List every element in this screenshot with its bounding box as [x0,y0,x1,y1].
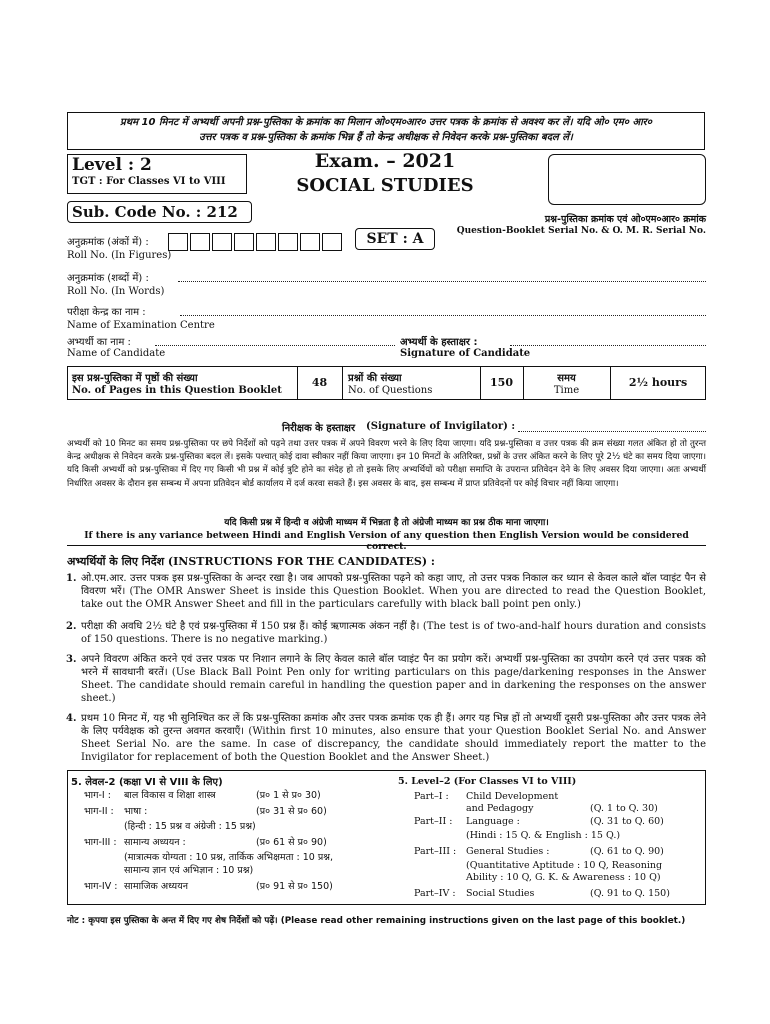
signature-label-en: Signature of Candidate [400,348,531,359]
levels-heading-hi: 5. लेवल-2 (कक्षा VI से VIII के लिए) [71,777,223,788]
pages-label-hi: इस प्रश्न-पुस्तिका में पृष्ठों की संख्या [72,373,198,384]
level-name: (Quantitative Aptitude : 10 Q, Reasoning [466,860,663,871]
centre-line[interactable] [180,315,706,316]
roll-words-label: अनुक्रमांक (शब्दों में) : [67,273,149,284]
candidate-name-label: अभ्यर्थी का नाम : [67,337,131,348]
level-name: (मात्रात्मक योग्यता : 10 प्रश्न, तार्किक अभिक्षमता : 10 प्रश्न, [124,852,333,863]
level-part: Part–III : [414,846,457,857]
roll-digit-box[interactable] [278,233,298,251]
signature-label: अभ्यर्थी के हस्ताक्षर : [400,337,478,348]
level-range: (Q. 31 to Q. 60) [590,816,664,827]
level-part: Part–I : [414,791,449,802]
pages-label-en: No. of Pages in this Question Booklet [72,385,282,396]
top-notice-line1: प्रथम 10 मिनट में अभ्यर्थी अपनी प्रश्न-पुस्तिका के क्रमांक का मिलान ओ०एम०आर० उत्तर पत्रक के क्रमांक से अवश्य कर लें। यदि ओ० एम० आर० [120,117,652,128]
serial-number-box [548,154,706,205]
level-box [67,154,247,194]
level-range: (Q. 61 to Q. 90) [590,846,664,857]
variance-note-english: If there is any variance between Hindi and English Version of any question then English Version would be considered correct. [84,530,689,552]
level-title: Level : 2 [72,155,152,175]
instruction-item [66,572,706,611]
level-part: Part–IV : [414,888,456,899]
level-part: भाग-IV : [84,881,118,892]
level-name: Child Development [466,791,559,802]
roll-digit-box[interactable] [300,233,320,251]
hindi-instructions-paragraph: अभ्यर्थी को 10 मिनट का समय प्रश्न-पुस्तिका पर छपे निर्देशों को पढ़ने तथा उत्तर पत्रक में अपने विवरण भरने के लिए दिया जाएगा। यदि प्रश्न-पुस्तिका व उत्तर पत्रक की क्रम संख्या गलत अंकित हो तो तुरन्त केन्द्र अधीक्षक से निवेदन करके प्रश्न-पुस्तिका बदल लें। इसके पश्चात् कोई दावा स्वीकार नहीं किया जाएगा। इन 10 मिनटों के अतिरिक्त, प्रश्नों के उत्तर अंकित करने के लिए पूरे 2½ घंटे का समय दिया जाएगा। यदि किसी अभ्यर्थी को प्रश्न-पुस्तिका में दिए गए किसी भी प्रश्न में कोई त्रुटि होने का संदेह हो तो इसके लिए अभ्यर्थियों को परीक्षा समाप्ति के उपरान्त प्रतिवेदन देने के लिए अवसर दिया जाएगा। अतः अभ्यर्थी निर्धारित अवसर के दौरान इस सम्बन्ध में अपना प्रतिवेदन बोर्ड कार्यालय में दर्ज करवा सकते हैं। इस अवसर के बाद, इस सम्बन्ध में प्राप्त प्रतिवेदनों पर कोई विचार नहीं किया जाएगा। [67,439,706,489]
candidate-name-line[interactable] [155,345,395,346]
invigilator-line[interactable] [518,431,706,432]
level-name: बाल विकास व शिक्षा शास्त्र [124,790,216,801]
level-name: सामान्य अध्ययन : [124,837,186,848]
instruction-number: 1. [66,573,77,584]
roll-digit-box[interactable] [168,233,188,251]
level-range: (प्र० 61 से प्र० 90) [256,837,327,848]
instruction-text: प्रथम 10 मिनट में, यह भी सुनिश्चित कर लें कि प्रश्न-पुस्तिका क्रमांक और उत्तर पत्रक क्रमांक एक ही हैं। अगर यह भिन्न हों तो अभ्यर्थी दूसरी प्रश्न-पुस्तिका और उत्तर पत्रक लेने के लिए पर्यवेक्षक को तुरन्त अवगत करवाएँ। (Within first 10 minutes, also ensure that your Question Booklet Serial No. and Answer Sheet Serial No. are the same. In case of discrepancy, the candidate should immediately report the matter to the Invigilator for replacement of both the Question Booklet and the Answer Sheet.) [81,713,706,763]
top-notice-box [67,112,705,150]
instruction-item [66,620,706,646]
roll-figures-label: अनुक्रमांक (अंकों में) : [67,237,149,248]
level-name: (Hindi : 15 Q. & English : 15 Q.) [466,830,621,841]
set-box: SET : A [355,228,435,250]
levels-heading-en: 5. Level–2 (For Classes VI to VIII) [398,776,577,787]
divider [67,545,706,546]
exam-title: Exam. – 2021 [314,150,456,172]
roll-words-label-en: Roll No. (In Words) [67,286,165,297]
centre-label-en: Name of Examination Centre [67,320,215,331]
time-value: 2½ hours [628,376,688,389]
level-row [84,806,327,818]
level-name: Ability : 10 Q, G. K. & Awareness : 10 Q) [466,872,661,883]
invigilator-label-hi: निरीक्षक के हस्ताक्षर [282,423,356,434]
instructions-heading-en: (INSTRUCTIONS FOR THE CANDIDATES) : [167,555,435,568]
exam-subject: SOCIAL STUDIES [296,175,474,196]
roll-figures-label-en: Roll No. (In Figures) [67,250,172,261]
level-part: भाग-I : [84,790,111,801]
questions-value: 150 [490,376,513,389]
footer-note: नोट : कृपया इस पुस्तिका के अन्त में दिए गए शेष निर्देशों को पढ़ें। (Please read other remaining instructions given on the last page of this booklet.) [67,916,686,926]
instruction-text: परीक्षा की अवधि 2½ घंटे है एवं प्रश्न-पुस्तिका में 150 प्रश्न हैं। कोई ऋणात्मक अंकन नहीं है। (The test is of two-and-half hours duration and consists of 150 questions. There is no negative marking.) [81,621,706,645]
instruction-text: अपने विवरण अंकित करने एवं उत्तर पत्रक पर निशान लगाने के लिए केवल काले बॉल प्वाइंट पैन का प्रयोग करें। अभ्यर्थी प्रश्न-पुस्तिका का उपयोग करने एवं उत्तर पत्रक को भरने में सावधानी बरतें। (Use Black Ball Point Pen only for writing particulars on this page/darkening responses in the Answer Sheet. The candidate should remain careful in handling the question paper and in darkening the responses on the answer sheet.) [81,654,706,704]
signature-line[interactable] [510,345,706,346]
level-range: (Q. 91 to Q. 150) [590,888,670,899]
instruction-item [66,712,706,764]
level-name: सामान्य ज्ञान एवं अभिज्ञान : 10 प्रश्न) [124,865,254,876]
level-range: (Q. 1 to Q. 30) [590,803,658,814]
time-label-hi: समय [557,373,576,384]
questions-label-hi: प्रश्नों की संख्या [348,373,402,384]
level-name: Language : [466,816,520,827]
instruction-number: 3. [66,654,77,665]
level-name: (हिन्दी : 15 प्रश्न व अंग्रेजी : 15 प्रश्न) [124,821,256,832]
variance-note-hindi: यदि किसी प्रश्न में हिन्दी व अंग्रेजी माध्यम में भिन्नता है तो अंग्रेजी माध्यम का प्रश्न ठीक माना जाएगा। [224,518,549,528]
level-range: (प्र० 31 से प्र० 60) [256,806,327,817]
instruction-item [66,653,706,705]
level-range: (प्र० 1 से प्र० 30) [256,790,321,801]
level-name: and Pedagogy [466,803,534,814]
instructions-heading [67,554,435,569]
roll-words-line[interactable] [178,281,706,282]
invigilator-label-en: (Signature of Invigilator) : [366,421,516,432]
level-name: भाषा : [124,806,148,817]
candidate-name-label-en: Name of Candidate [67,348,166,359]
level-row [84,881,333,893]
level-row [414,816,664,828]
sub-code-box: Sub. Code No. : 212 [67,201,252,223]
level-range: (प्र० 91 से प्र० 150) [256,881,333,892]
instruction-number: 2. [66,621,77,632]
level-row [414,888,670,900]
time-label-en: Time [553,385,580,396]
level-part: Part–II : [414,816,453,827]
questions-label-en: No. of Questions [348,385,433,396]
roll-digit-box[interactable] [212,233,232,251]
level-name: सामाजिक अध्ययन [124,881,188,892]
pages-value: 48 [311,376,328,389]
level-part: भाग-III : [84,837,117,848]
level-row [414,846,664,858]
level-row [84,837,327,849]
level-row [414,791,559,803]
level-name: General Studies : [466,846,550,857]
level-part: भाग-II : [84,806,114,817]
top-notice-line2: उत्तर पत्रक व प्रश्न-पुस्तिका के क्रमांक भिन्न हैं तो केन्द्र अधीक्षक से निवेदन करके प्रश्न-पुस्तिका बदल लें। [199,132,573,143]
centre-label: परीक्षा केन्द्र का नाम : [67,307,146,318]
instructions-heading-hi: अभ्यर्थियों के लिए निर्देश [67,555,165,568]
roll-digit-box[interactable] [190,233,210,251]
level-name: Social Studies [466,888,535,899]
roll-digit-box[interactable] [256,233,276,251]
serial-label-hindi: प्रश्न-पुस्तिका क्रमांक एवं ओ०एम०आर० क्रमांक [544,214,706,225]
instruction-text: ओ.एम.आर. उत्तर पत्रक इस प्रश्न-पुस्तिका के अन्दर रखा है। जब आपको प्रश्न-पुस्तिका पढ़ने को कहा जाए, तो उत्तर पत्रक निकाल कर ध्यान से केवल काले बॉल प्वाइंट पैन से विवरण भरें। (The OMR Answer Sheet is inside this Question Booklet. When you are directed to read the Question Booklet, take out the OMR Answer Sheet and fill in the particulars carefully with black ball point pen only.) [81,573,706,610]
roll-number-boxes[interactable] [168,231,344,251]
level-row [84,790,321,802]
serial-label-english: Question-Booklet Serial No. & O. M. R. Serial No. [456,226,706,236]
roll-digit-box[interactable] [322,233,342,251]
level-subtitle: TGT : For Classes VI to VIII [72,176,226,187]
roll-digit-box[interactable] [234,233,254,251]
instruction-number: 4. [66,713,77,724]
